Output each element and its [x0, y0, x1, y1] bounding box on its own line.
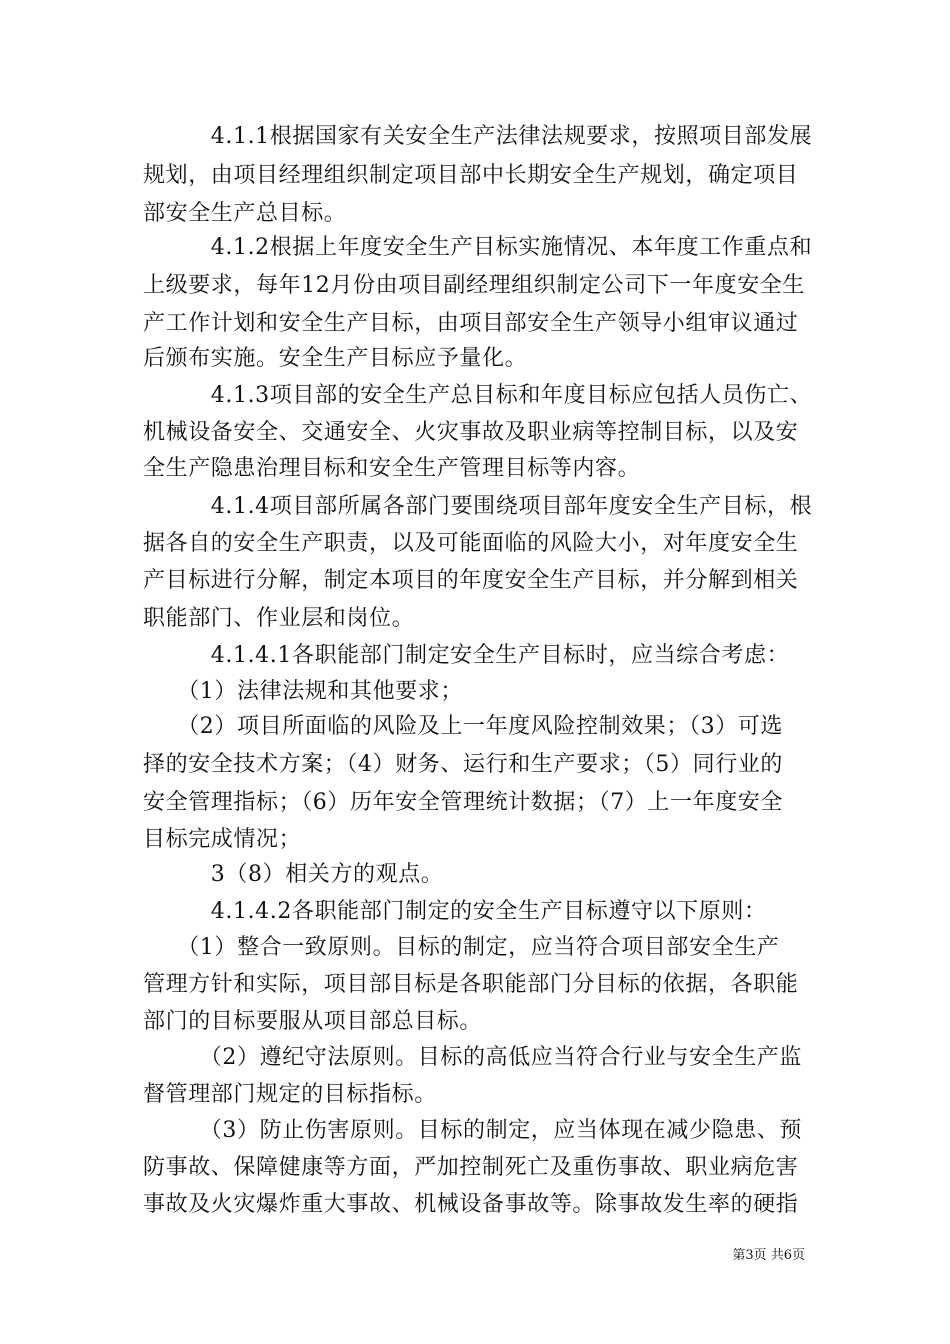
- text-line: 上级要求，每年12月份由项目副经理组织制定公司下一年度安全生: [143, 273, 805, 298]
- text-line: 事故及火灾爆炸重大事故、机械设备事故等。除事故发生率的硬指: [143, 1192, 799, 1217]
- text-line: 机械设备安全、交通安全、火灾事故及职业病等控制目标，以及安: [143, 420, 799, 445]
- text-line: 全生产隐患治理目标和安全生产管理目标等内容。: [143, 456, 641, 481]
- text-line: 产工作计划和安全生产目标，由项目部安全生产领导小组审议通过: [143, 311, 799, 336]
- text-line: 安全管理指标；（6）历年安全管理统计数据；（7）上一年度安全: [143, 790, 783, 815]
- text-line: 部门的目标要服从项目部总目标。: [143, 1009, 483, 1034]
- text-line: （1）整合一致原则。目标的制定，应当符合项目部安全生产: [143, 935, 780, 960]
- text-line: 产目标进行分解，制定本项目的年度安全生产目标，并分解到相关: [143, 568, 799, 593]
- text-line: 部安全生产总目标。: [143, 201, 347, 226]
- text-line: 4.1.2根据上年度安全生产目标实施情况、本年度工作重点和: [143, 235, 813, 260]
- text-line: 管理方针和实际，项目部目标是各职能部门分目标的依据，各职能: [143, 972, 799, 997]
- text-line: 规划，由项目经理组织制定项目部中长期安全生产规划，确定项目: [143, 163, 799, 188]
- text-line: 4.1.4.2各职能部门制定的安全生产目标遵守以下原则：: [143, 899, 767, 924]
- text-line: 督管理部门规定的目标指标。: [143, 1082, 437, 1107]
- text-line: 4.1.4.1各职能部门制定安全生产目标时，应当综合考虑：: [143, 643, 790, 668]
- text-line: （2）遵纪守法原则。目标的高低应当符合行业与安全生产监: [143, 1045, 802, 1070]
- page-number: 第3页 共6页: [732, 1248, 805, 1263]
- text-line: （2）项目所面临的风险及上一年度风险控制效果；（3）可选: [143, 714, 783, 739]
- text-line: （1）法律法规和其他要求；: [143, 679, 463, 704]
- text-line: 据各自的安全生产职责，以及可能面临的风险大小，对年度安全生: [143, 531, 799, 556]
- text-line: 目标完成情况；: [143, 827, 302, 852]
- text-line: 择的安全技术方案；（4）财务、运行和生产要求；（5）同行业的: [143, 752, 783, 777]
- text-line: 后颁布实施。安全生产目标应予量化。: [143, 346, 528, 371]
- text-line: 3（8）相关方的观点。: [143, 862, 444, 887]
- text-line: （3）防止伤害原则。目标的制定，应当体现在减少隐患、预: [143, 1118, 802, 1143]
- text-line: 防事故、保障健康等方面，严加控制死亡及重伤事故、职业病危害: [143, 1155, 799, 1180]
- text-line: 4.1.4项目部所属各部门要围绕项目部年度安全生产目标，根: [143, 494, 813, 519]
- text-line: 4.1.3项目部的安全生产总目标和年度目标应包括人员伤亡、: [143, 383, 813, 408]
- text-line: 4.1.1根据国家有关安全生产法律法规要求，按照项目部发展: [143, 124, 813, 149]
- text-line: 职能部门、作业层和岗位。: [143, 606, 415, 631]
